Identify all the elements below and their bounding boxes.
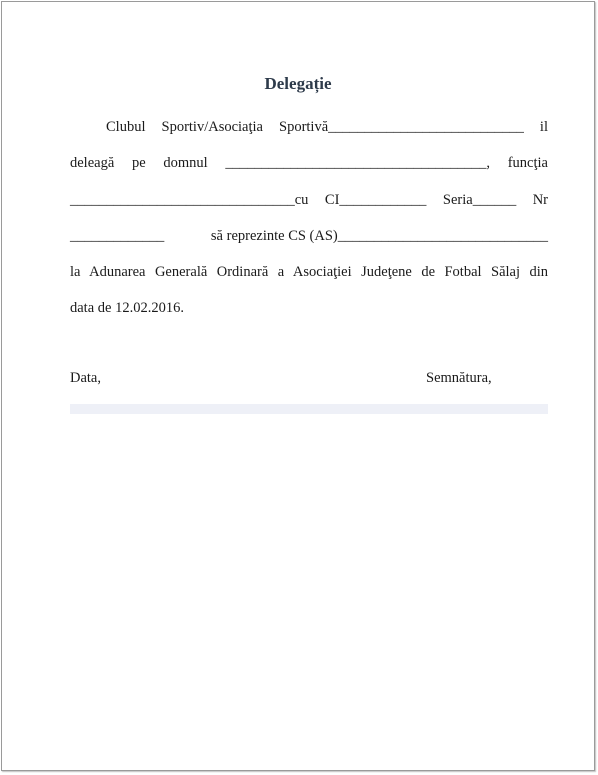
text-word: _____________	[70, 228, 165, 244]
signature-label: Semnătura,	[426, 370, 492, 386]
text-word: domnul	[163, 155, 208, 171]
text-line-4	[70, 227, 548, 245]
text-word: pe	[131, 155, 146, 171]
text-word: il	[539, 119, 548, 135]
text-word: ____________________________________,	[225, 155, 491, 171]
document-page	[1, 1, 595, 771]
text-word: Sportivă___________________________	[279, 119, 524, 135]
footer-bar	[70, 404, 548, 414]
text-word: Sportiv/Asociaţia	[161, 119, 263, 135]
text-word: CI____________	[324, 192, 427, 208]
text-word: _______________________________cu	[70, 192, 309, 208]
document-title: Delegație	[264, 74, 332, 93]
text-line-3	[70, 191, 548, 209]
text-word: Clubul	[106, 119, 146, 135]
text-word: să reprezinte CS (AS)_____________________________	[210, 228, 548, 244]
text-word: Nr	[532, 192, 548, 208]
text-line-5: la Adunarea Generală Ordinară a Asociaţiei Judeţene de Fotbal Sălaj din	[70, 264, 548, 280]
text-line-6: data de 12.02.2016.	[70, 300, 184, 316]
text-word: Seria______	[442, 192, 517, 208]
text-line-2	[70, 154, 548, 172]
text-word: funcţia	[507, 155, 548, 171]
text-line-1	[70, 118, 548, 136]
date-label: Data,	[70, 370, 101, 386]
text-word: deleagă	[70, 155, 115, 171]
